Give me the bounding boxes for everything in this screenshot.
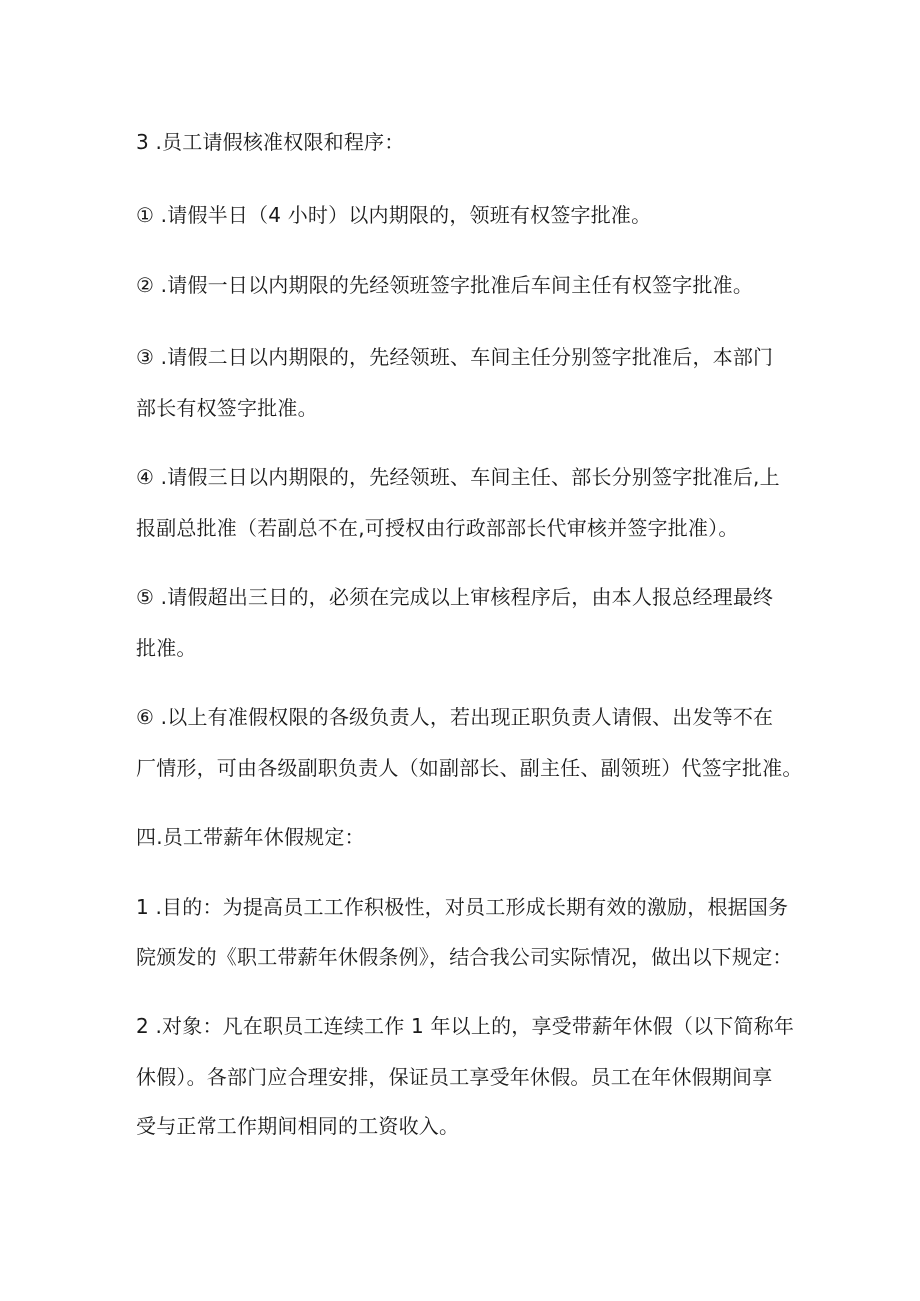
paragraph-line: 休假）。各部门应合理安排，保证员工享受年休假。员工在年休假期间享 [136,1065,773,1089]
paragraph-line: 1 .目的：为提高员工工作积极性，对员工形成长期有效的激励，根据国务 [136,895,789,919]
section-heading-annual-leave: 四.员工带薪年休假规定： [136,825,365,849]
paragraph-line: 批准。 [136,636,197,660]
paragraph-line: 院颁发的《职工带薪年休假条例》，结合我公司实际情况，做出以下规定： [136,945,793,969]
paragraph-line: ③ .请假二日以内期限的，先经领班、车间主任分别签字批准后，本部门 [136,345,774,369]
paragraph-line: 受与正常工作期间相同的工资收入。 [136,1114,460,1138]
paragraph-line: ⑤ .请假超出三日的，必须在完成以上审核程序后，由本人报总经理最终 [136,585,774,609]
paragraph-line: 2 .对象：凡在职员工连续工作 1 年以上的，享受带薪年休假（以下简称年 [136,1014,795,1038]
paragraph-line: 报副总批准（若副总不在,可授权由行政部部长代审核并签字批准）。 [136,516,739,540]
paragraph-line: ⑥ .以上有准假权限的各级负责人，若出现正职负责人请假、出发等不在 [136,705,774,729]
paragraph-line: ① .请假半日（4 小时）以内期限的，领班有权签字批准。 [136,203,652,227]
section-heading-leave-approval: 3 .员工请假核准权限和程序： [136,130,405,154]
paragraph-line: ② .请假一日以内期限的先经领班签字批准后车间主任有权签字批准。 [136,273,754,297]
paragraph-line: 部长有权签字批准。 [136,396,318,420]
paragraph-line: 厂情形，可由各级副职负责人（如副部长、副主任、副领班）代签字批准。 [136,756,803,780]
paragraph-line: ④ .请假三日以内期限的，先经领班、车间主任、部长分别签字批准后,上 [136,465,780,489]
